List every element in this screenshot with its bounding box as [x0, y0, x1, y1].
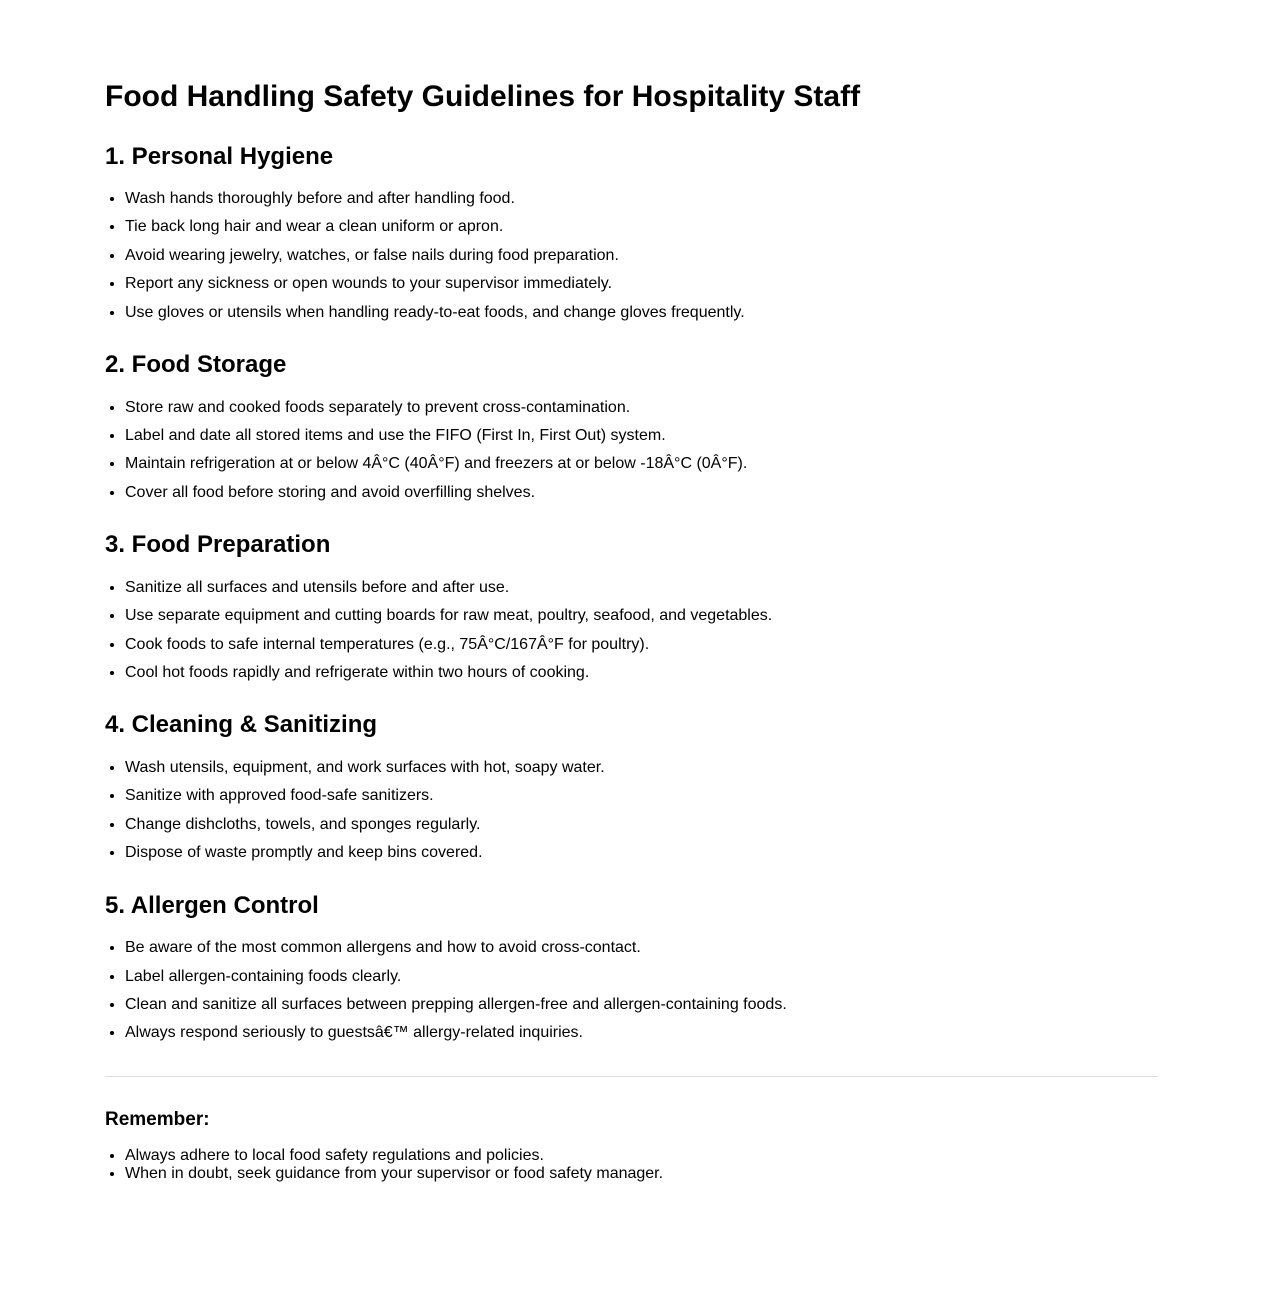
list-item: • Use gloves or utensils when handling ready-to-eat foods, and change gloves frequently.	[125, 299, 1158, 327]
list-item: • Sanitize with approved food-safe sanitizers.	[125, 782, 1158, 810]
list-item: • Label allergen-containing foods clearly.	[125, 963, 1158, 991]
list-item: • Maintain refrigeration at or below 4Â°C (40Â°F) and freezers at or below -18Â°C (0Â°F).	[125, 450, 1158, 478]
list-item: • Cook foods to safe internal temperatures (e.g., 75Â°C/167Â°F for poultry).	[125, 631, 1158, 659]
list-item: • Dispose of waste promptly and keep bins covered.	[125, 839, 1158, 867]
bullet-list-food-preparation	[105, 574, 1158, 688]
section-allergen-control	[105, 892, 1158, 1048]
section-heading-food-preparation: 3. Food Preparation	[105, 531, 331, 559]
section-cleaning-sanitizing	[105, 711, 1158, 867]
bullet-list-personal-hygiene	[105, 185, 1158, 327]
section-personal-hygiene	[105, 143, 1158, 328]
list-item: • Sanitize all surfaces and utensils before and after use.	[125, 574, 1158, 602]
list-item: • Clean and sanitize all surfaces between prepping allergen-free and allergen-containing foods.	[125, 991, 1158, 1019]
list-item: • Label and date all stored items and use the FIFO (First In, First Out) system.	[125, 422, 1158, 450]
bullet-list-food-storage	[105, 394, 1158, 508]
section-remember	[105, 1109, 1158, 1184]
list-item: • Store raw and cooked foods separately to prevent cross-contamination.	[125, 394, 1158, 422]
list-item: • Cover all food before storing and avoid overfilling shelves.	[125, 479, 1158, 507]
list-item: • Always respond seriously to guestsâ€™ allergy-related inquiries.	[125, 1019, 1158, 1047]
list-item: • Change dishcloths, towels, and sponges regularly.	[125, 811, 1158, 839]
section-heading-allergen-control: 5. Allergen Control	[105, 891, 319, 919]
document-title: Food Handling Safety Guidelines for Hospitality Staff	[105, 80, 861, 113]
list-item: • Wash hands thoroughly before and after handling food.	[125, 185, 1158, 213]
list-item: • Cool hot foods rapidly and refrigerate within two hours of cooking.	[125, 659, 1158, 687]
footer-heading: Remember:	[105, 1108, 210, 1130]
bullet-list-remember	[105, 1147, 1158, 1184]
list-item: • Report any sickness or open wounds to your supervisor immediately.	[125, 270, 1158, 298]
section-food-preparation	[105, 531, 1158, 687]
bullet-list-cleaning-sanitizing	[105, 754, 1158, 868]
divider	[105, 1076, 1158, 1077]
list-item: • Avoid wearing jewelry, watches, or false nails during food preparation.	[125, 242, 1158, 270]
list-item: • Wash utensils, equipment, and work surfaces with hot, soapy water.	[125, 754, 1158, 782]
list-item: • Use separate equipment and cutting boards for raw meat, poultry, seafood, and vegetables.	[125, 602, 1158, 630]
list-item: • Be aware of the most common allergens and how to avoid cross-contact.	[125, 934, 1158, 962]
list-item: • When in doubt, seek guidance from your supervisor or food safety manager.	[125, 1165, 1158, 1183]
bullet-list-allergen-control	[105, 934, 1158, 1048]
section-heading-cleaning-sanitizing: 4. Cleaning & Sanitizing	[105, 711, 378, 739]
section-food-storage	[105, 351, 1158, 507]
section-heading-personal-hygiene: 1. Personal Hygiene	[105, 142, 334, 170]
list-item: • Always adhere to local food safety regulations and policies.	[125, 1147, 1158, 1165]
section-heading-food-storage: 2. Food Storage	[105, 351, 287, 379]
list-item: • Tie back long hair and wear a clean uniform or apron.	[125, 213, 1158, 241]
